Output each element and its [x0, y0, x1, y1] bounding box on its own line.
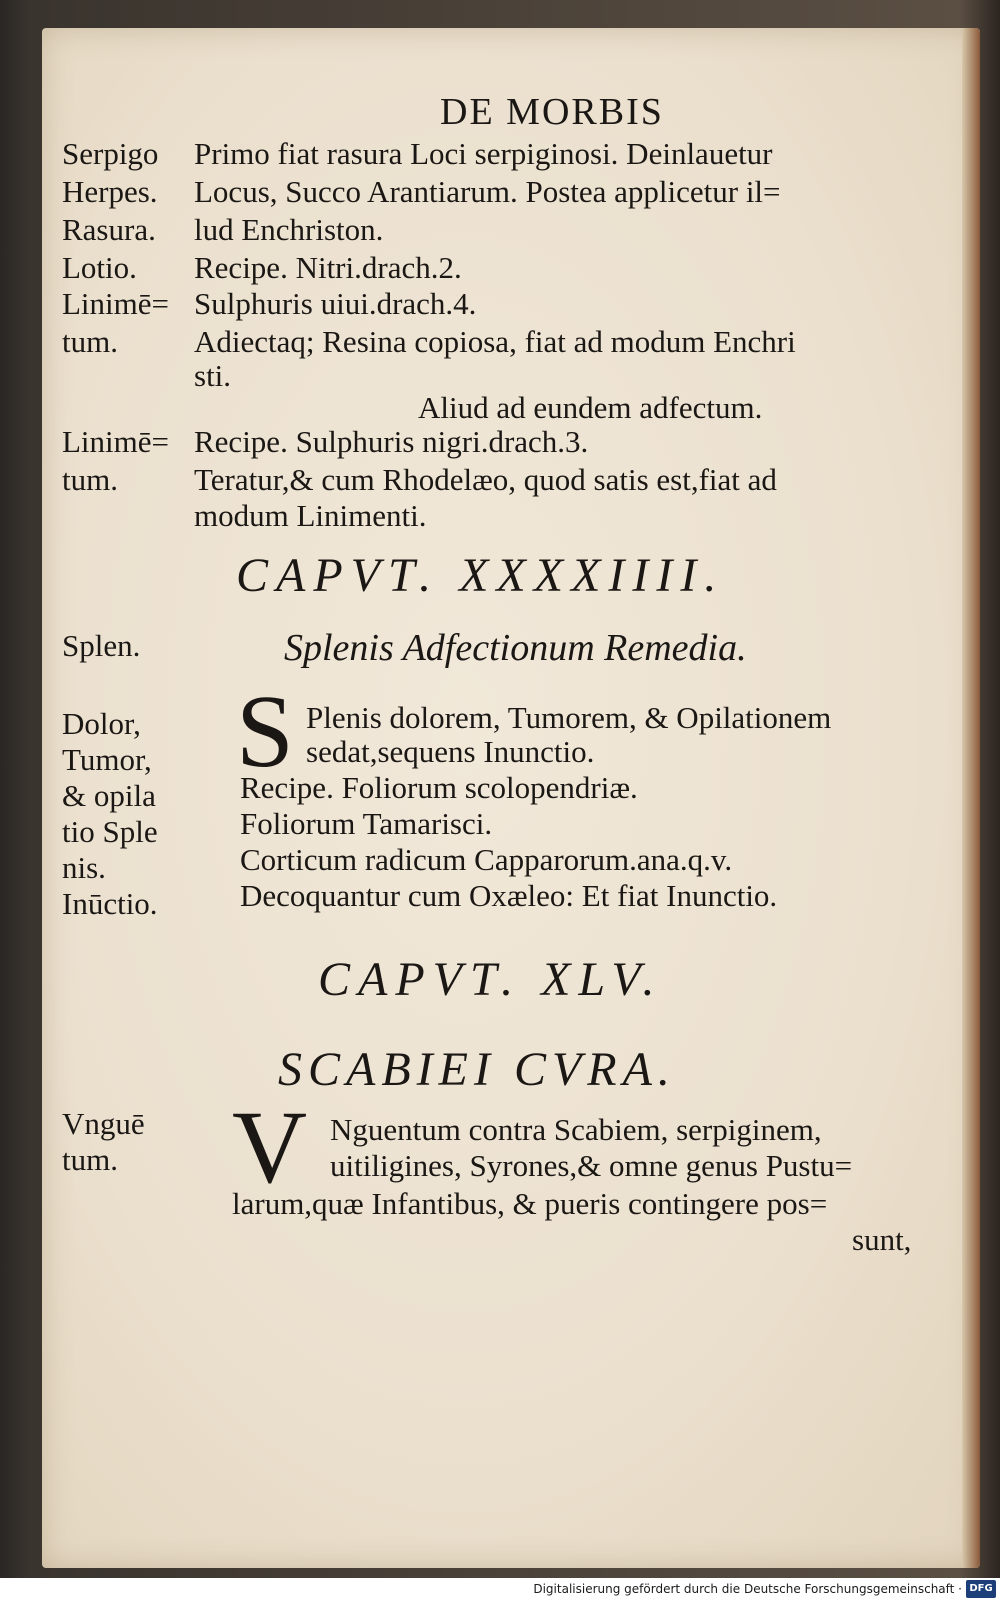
- chapter-title: Splenis Adfectionum Remedia.: [284, 627, 747, 669]
- margin-note: Inūctio.: [62, 886, 158, 921]
- body-line: Adiectaq; Resina copiosa, fiat ad modum Enchri: [194, 324, 796, 359]
- margin-note: Splen.: [62, 628, 141, 663]
- subheading-aliud: Aliud ad eundem adfectum.: [418, 390, 763, 425]
- margin-note: Linimē=: [62, 286, 170, 321]
- running-head: DE MORBIS: [440, 91, 664, 133]
- body-line: Primo fiat rasura Loci serpiginosi. Deinlauetur: [194, 136, 773, 171]
- page-edge: [962, 28, 980, 1568]
- margin-note: Lotio.: [62, 250, 137, 285]
- footer-credit: Digitalisierung gefördert durch die Deutsche Forschungsgemeinschaft ·: [533, 1582, 962, 1596]
- margin-note: tum.: [62, 462, 118, 497]
- margin-note: tum.: [62, 324, 118, 359]
- margin-note: tio Sple: [62, 814, 158, 849]
- body-line: sedat,sequens Inunctio.: [306, 734, 595, 769]
- body-line: Corticum radicum Capparorum.ana.q.v.: [240, 842, 733, 877]
- body-line: larum,quæ Infantibus, & pueris contingere pos=: [232, 1186, 828, 1221]
- drop-cap: V: [232, 1090, 308, 1205]
- chapter-heading: CAPVT. XXXXIIII.: [236, 549, 725, 602]
- body-line: Decoquantur cum Oxæleo: Et fiat Inunctio.: [240, 878, 778, 913]
- drop-cap: S: [236, 674, 294, 789]
- body-line: Sulphuris uiui.drach.4.: [194, 286, 477, 321]
- dfg-logo: DFG: [966, 1580, 996, 1598]
- margin-note: Tumor,: [62, 742, 152, 777]
- body-line: Recipe. Foliorum scolopendriæ.: [240, 770, 638, 805]
- body-line: modum Linimenti.: [194, 498, 427, 533]
- body-line: lud Enchriston.: [194, 212, 384, 247]
- body-line: sti.: [194, 358, 232, 393]
- body-line: Plenis dolorem, Tumorem, & Opilationem: [306, 700, 832, 735]
- body-line: Recipe. Nitri.drach.2.: [194, 250, 462, 285]
- margin-note: nis.: [62, 850, 106, 885]
- chapter-title: SCABIEI CVRA.: [278, 1043, 676, 1096]
- margin-note: Dolor,: [62, 706, 141, 741]
- margin-note: tum.: [62, 1142, 118, 1177]
- chapter-heading: CAPVT. XLV.: [318, 953, 663, 1006]
- body-line: Foliorum Tamarisci.: [240, 806, 493, 841]
- margin-note: Herpes.: [62, 174, 158, 209]
- body-line: Nguentum contra Scabiem, serpiginem,: [330, 1112, 822, 1147]
- body-line: uitiligines, Syrones,& omne genus Pustu=: [330, 1148, 853, 1183]
- margin-note: & opila: [62, 778, 156, 813]
- body-line: Teratur,& cum Rhodelæo, quod satis est,fiat ad: [194, 462, 777, 497]
- margin-note: Rasura.: [62, 212, 156, 247]
- margin-note: Serpigo: [62, 136, 159, 171]
- body-line: Recipe. Sulphuris nigri.drach.3.: [194, 424, 589, 459]
- margin-note: Vnguē: [62, 1106, 145, 1141]
- margin-note: Linimē=: [62, 424, 170, 459]
- body-line: sunt,: [852, 1222, 912, 1257]
- body-line: Locus, Succo Arantiarum. Postea applicetur il=: [194, 174, 781, 209]
